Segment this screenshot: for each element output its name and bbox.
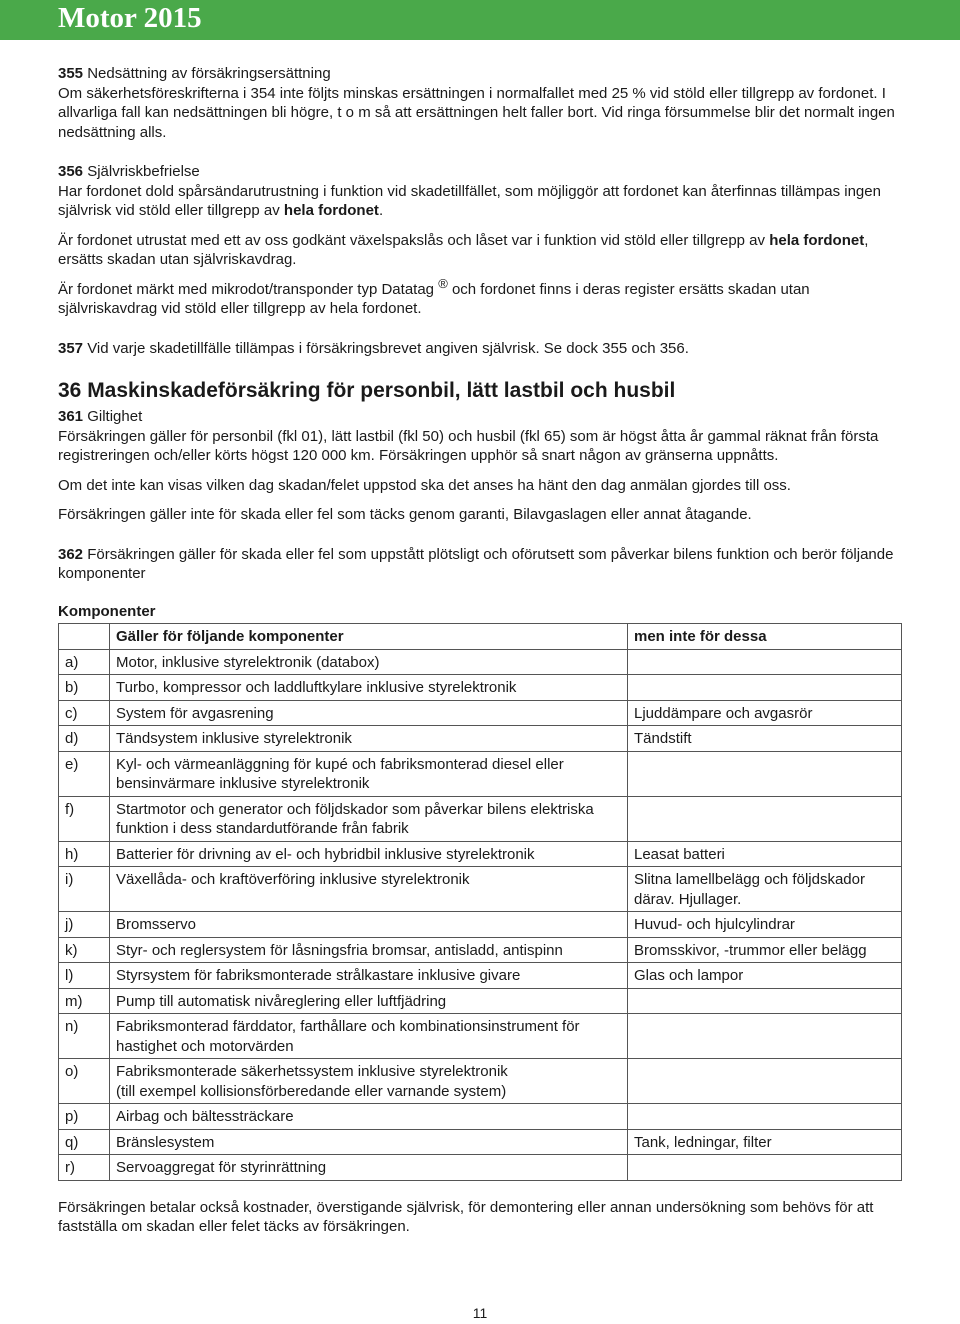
row-letter: r)	[59, 1155, 110, 1181]
excluded-component: Bromsskivor, -trummor eller belägg	[628, 937, 902, 963]
paragraph: Försäkringen gäller inte för skada eller fel som täcks genom garanti, Bilavgaslagen eller annat åtagande.	[58, 506, 752, 523]
excluded-component: Slitna lamellbelägg och följdskador därav. Hjullager.	[628, 867, 902, 912]
table-row	[59, 1129, 902, 1155]
row-letter: q)	[59, 1129, 110, 1155]
excluded-component	[628, 675, 902, 701]
row-letter: h)	[59, 841, 110, 867]
included-component: Batterier för drivning av el- och hybridbil inklusive styrelektronik	[110, 841, 628, 867]
table-row	[59, 1104, 902, 1130]
paragraph: Är fordonet utrustat med ett av oss godkänt växelspakslås och låset var i funktion vid stöld eller tillgrepp av hela fordonet, ersätts skadan utan självriskavdrag.	[58, 231, 869, 268]
included-component: Fabriksmonterad färddator, farthållare och kombinationsinstrument för hastighet och motorvärden	[110, 1014, 628, 1059]
table-row	[59, 1014, 902, 1059]
section-number: 362	[58, 545, 84, 563]
row-letter: c)	[59, 700, 110, 726]
paragraph: Om säkerhetsföreskrifterna i 354 inte följts minskas ersättningen i normalfallet med 25 % vid stöld eller tillgrepp av fordonet. I allvarliga fall kan nedsättningen bli högre, t o m så att ersättningen helt faller bort. Vid ringa försummelse blir det normalt ingen nedsättning alls.	[58, 84, 895, 141]
section-number: 357	[58, 339, 84, 357]
excluded-component	[628, 1059, 902, 1104]
included-component: Motor, inklusive styrelektronik (databox)	[110, 649, 628, 675]
table-row	[59, 841, 902, 867]
section-number: 361	[58, 408, 84, 425]
included-component: Fabriksmonterade säkerhetssystem inklusive styrelektronik (till exempel kollisionsförberedande eller varnande system)	[110, 1059, 628, 1104]
table-row	[59, 1059, 902, 1104]
excluded-component: Huvud- och hjulcylindrar	[628, 912, 902, 938]
included-component: Kyl- och värmeanläggning för kupé och fabriksmonterad diesel eller bensinvärmare inklusive styrelektronik	[110, 751, 628, 796]
section-heading: 36 Maskinskadeförsäkring för personbil, lätt lastbil och husbil	[58, 379, 676, 402]
section-title: Nedsättning av försäkringsersättning	[87, 65, 331, 82]
table-row	[59, 937, 902, 963]
excluded-component: Tändstift	[628, 726, 902, 752]
excluded-component	[628, 649, 902, 675]
emphasis: hela fordonet	[769, 231, 865, 249]
excluded-component: Tank, ledningar, filter	[628, 1129, 902, 1155]
excluded-component: Ljuddämpare och avgasrör	[628, 700, 902, 726]
excluded-component	[628, 796, 902, 841]
table-header-excluded: men inte för dessa	[628, 624, 902, 650]
row-letter: e)	[59, 751, 110, 796]
included-component: Airbag och bältessträckare	[110, 1104, 628, 1130]
section-title: Giltighet	[87, 408, 143, 425]
table-row	[59, 988, 902, 1014]
excluded-component	[628, 1104, 902, 1130]
section-title: Självriskbefrielse	[87, 163, 200, 180]
document-body	[58, 64, 903, 1237]
components-label: Komponenter	[58, 602, 156, 620]
row-letter: n)	[59, 1014, 110, 1059]
registered-mark: ®	[438, 275, 448, 291]
paragraph: Om det inte kan visas vilken dag skadan/felet uppstod ska det anses ha hänt den dag anmälan gjordes till oss.	[58, 476, 791, 494]
paragraph: Vid varje skadetillfälle tillämpas i försäkringsbrevet angiven självrisk. Se dock 355 och 356.	[87, 339, 689, 357]
row-letter: j)	[59, 912, 110, 938]
table-row	[59, 751, 902, 796]
included-component: Startmotor och generator och följdskador som påverkar bilens elektriska funktion i dess standardutförande från fabrik	[110, 796, 628, 841]
included-component: Pump till automatisk nivåreglering eller luftfjädring	[110, 988, 628, 1014]
included-component: Bränslesystem	[110, 1129, 628, 1155]
footer-note: Försäkringen betalar också kostnader, överstigande självrisk, för demontering eller annan undersökning som behövs för att fastställa om skadan eller felet täcks av försäkringen.	[58, 1198, 874, 1235]
included-component: Servoaggregat för styrinrättning	[110, 1155, 628, 1181]
page-number: 11	[472, 1305, 488, 1321]
included-component: Tändsystem inklusive styrelektronik	[110, 726, 628, 752]
row-letter: o)	[59, 1059, 110, 1104]
components-table	[58, 623, 902, 1181]
excluded-component	[628, 1155, 902, 1181]
row-letter: f)	[59, 796, 110, 841]
excluded-component: Glas och lampor	[628, 963, 902, 989]
paragraph: Försäkringen gäller för skada eller fel som uppstått plötsligt och oförutsett som påverkar bilens funktion och berör följande komponenter	[58, 545, 894, 582]
section-357	[58, 339, 903, 359]
excluded-component	[628, 1014, 902, 1059]
table-row	[59, 726, 902, 752]
table-row	[59, 1155, 902, 1181]
document-title: Motor 2015	[58, 2, 202, 34]
table-header-included: Gäller för följande komponenter	[110, 624, 628, 650]
section-356	[58, 162, 903, 319]
included-component: Växellåda- och kraftöverföring inklusive styrelektronik	[110, 867, 628, 912]
paragraph: Är fordonet märkt med mikrodot/transponder typ Datatag ® och fordonet finns i deras register ersätts skadan utan självriskavdrag vid stöld eller tillgrepp av hela fordonet.	[58, 275, 810, 317]
row-letter: l)	[59, 963, 110, 989]
section-number: 356	[58, 163, 84, 180]
row-letter: d)	[59, 726, 110, 752]
row-letter: p)	[59, 1104, 110, 1130]
paragraph: Har fordonet dold spårsändarutrustning i funktion vid skadetillfället, som möjliggör att fordonet kan återfinnas tillämpas ingen självrisk vid stöld eller tillgrepp av hela fordonet.	[58, 182, 881, 219]
included-component: Styr- och reglersystem för låsningsfria bromsar, antisladd, antispinn	[110, 937, 628, 963]
table-header-row	[59, 624, 902, 650]
excluded-component	[628, 751, 902, 796]
table-row	[59, 649, 902, 675]
included-component: Turbo, kompressor och laddluftkylare inklusive styrelektronik	[110, 675, 628, 701]
emphasis: hela fordonet	[283, 202, 379, 219]
section-number: 355	[58, 65, 84, 82]
table-row	[59, 867, 902, 912]
excluded-component: Leasat batteri	[628, 841, 902, 867]
included-component: Bromsservo	[110, 912, 628, 938]
table-row	[59, 700, 902, 726]
section-36	[58, 378, 903, 584]
row-letter: k)	[59, 937, 110, 963]
row-letter: a)	[59, 649, 110, 675]
table-row	[59, 675, 902, 701]
included-component: Styrsystem för fabriksmonterade strålkastare inklusive givare	[110, 963, 628, 989]
included-component: System för avgasrening	[110, 700, 628, 726]
paragraph: Försäkringen gäller för personbil (fkl 01), lätt lastbil (fkl 50) och husbil (fkl 65) som är högst åtta år gammal räknat från första registreringen och/eller körts högst 120 000 km. Försäkringen upphör så snart någon av gränserna uppnåtts.	[58, 427, 879, 464]
row-letter: i)	[59, 867, 110, 912]
table-row	[59, 963, 902, 989]
page-header-bar	[0, 0, 960, 40]
row-letter: m)	[59, 988, 110, 1014]
excluded-component	[628, 988, 902, 1014]
table-header-cell	[59, 624, 110, 650]
table-row	[59, 912, 902, 938]
table-row	[59, 796, 902, 841]
row-letter: b)	[59, 675, 110, 701]
section-355	[58, 64, 903, 142]
